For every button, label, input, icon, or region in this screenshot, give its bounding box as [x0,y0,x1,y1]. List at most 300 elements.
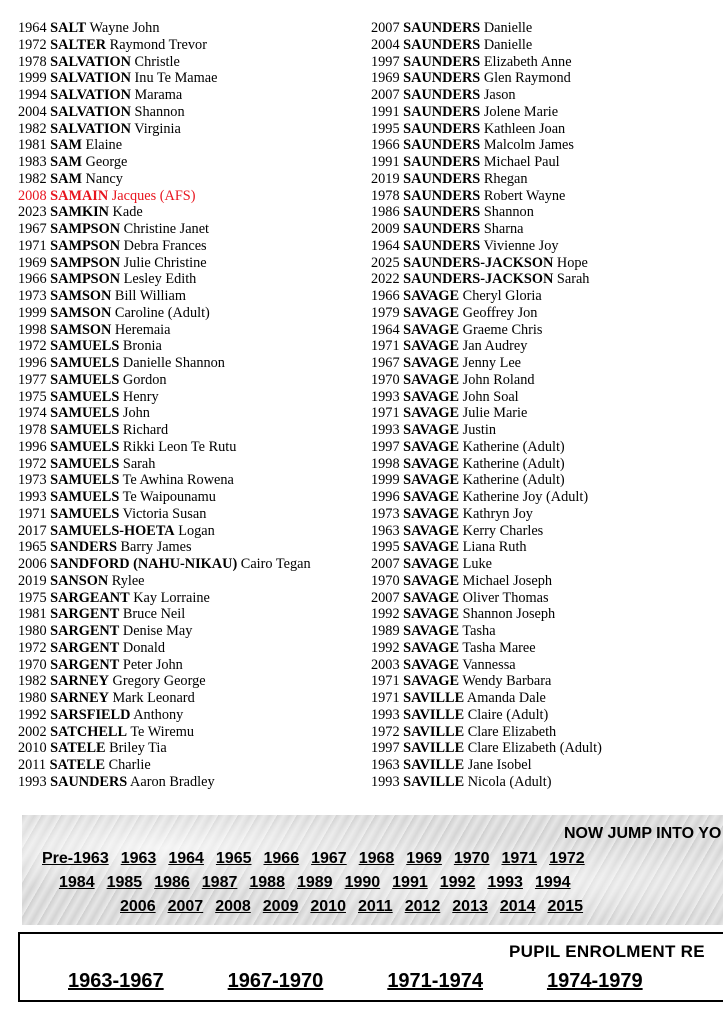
entry-year: 1973 [371,505,400,522]
entry-year: 1964 [18,20,47,36]
roll-entry [18,623,311,640]
entry-given-names: Nicola (Adult) [467,773,552,790]
entry-given-names: Katherine (Adult) [462,438,565,455]
entry-year: 1964 [371,321,400,338]
entry-given-names: Sharna [483,221,524,237]
entry-surname: SALVATION [50,53,131,70]
entry-year: 2007 [371,87,400,103]
entry-surname: SAUNDERS [403,103,481,120]
entry-given-names: Malcolm James [483,137,574,154]
enrolment-panel-title: PUPIL ENROLMENT RE [509,942,705,961]
year-link[interactable]: 1988 [249,874,285,891]
entry-year: 1972 [18,639,47,656]
entry-given-names: Elaine [85,137,123,154]
roll-entry [371,757,602,774]
entry-year: 1999 [371,472,400,489]
entry-given-names: Michael Joseph [462,572,552,589]
roll-entry [371,271,602,288]
entry-year: 2007 [371,556,400,572]
entry-given-names: Gordon [122,371,167,388]
entry-surname: SAVAGE [403,489,460,505]
entry-year: 1999 [18,70,47,87]
entry-given-names: Nancy [85,170,123,187]
entry-given-names: Danielle [483,36,533,53]
entry-given-names: Victoria Susan [122,505,207,522]
entry-given-names: Shannon [483,204,534,221]
year-link[interactable]: 1986 [154,874,190,891]
entry-year: 1983 [18,154,47,170]
entry-given-names: Clare Elizabeth [467,723,557,740]
roll-entry [18,204,311,221]
roll-entry [18,657,311,674]
entry-surname: SAUNDERS [403,187,481,204]
entry-year: 1997 [371,740,400,757]
entry-year: 2019 [371,170,400,187]
entry-year: 1992 [371,639,400,656]
entry-surname: SAMPSON [50,221,121,237]
year-link[interactable]: 1970 [453,850,490,867]
roll-entry [371,456,602,473]
roll-entry [18,355,311,372]
entry-year: 1993 [371,388,400,405]
entry-given-names: Oliver Thomas [462,589,549,606]
entry-given-names: Katherine Joy (Adult) [462,489,589,505]
entry-year: 1972 [18,338,47,355]
entry-given-names: Te Waipounamu [122,489,216,505]
roll-entry [18,137,311,154]
entry-year: 1963 [371,757,400,773]
entry-surname: SALVATION [50,120,131,137]
year-link[interactable]: 1965 [215,850,252,867]
roll-entry [18,590,311,607]
entry-year: 1971 [371,405,400,422]
entry-surname: SAUNDERS [403,20,481,36]
roll-entry [18,439,311,456]
year-link[interactable]: 1985 [106,874,143,891]
entry-year: 1963 [371,522,400,539]
entry-surname: SAUNDERS-JACKSON [403,271,554,288]
entry-year: 1974 [18,405,47,422]
entry-year: 1993 [371,422,400,438]
entry-year: 1971 [371,690,400,706]
entry-given-names: Gregory George [112,673,206,690]
year-link[interactable]: 1984 [59,874,95,891]
entry-given-names: Shannon Joseph [462,606,556,623]
entry-surname: SAMSON [50,288,112,304]
entry-surname: SAMUELS [50,371,120,388]
entry-surname: SAVAGE [403,422,460,438]
year-link[interactable]: 1963 [120,850,157,867]
roll-entry [371,389,602,406]
roll-entry [371,774,602,791]
roll-entry [371,405,602,422]
entry-surname: SAMUELS [50,505,120,522]
entry-surname: SAVILLE [403,773,465,790]
entry-year: 1969 [18,254,47,271]
entry-surname: SAUNDERS [403,70,481,87]
entry-surname: SAVAGE [403,556,460,572]
entry-surname: SAMPSON [50,237,121,254]
entry-year: 2007 [371,589,400,606]
entry-year: 1994 [18,87,47,103]
entry-given-names: Elizabeth Anne [483,53,572,70]
roll-entry [18,573,311,590]
entry-surname: SARNEY [50,690,109,706]
entry-given-names: Kathleen Joan [483,120,566,137]
roll-entry [371,472,602,489]
year-link[interactable]: 1994 [534,874,571,891]
roll-entry [371,204,602,221]
year-link[interactable]: 1991 [392,874,428,891]
roll-entry [371,54,602,71]
entry-year: 1995 [371,120,400,137]
entry-surname: SAVAGE [403,455,460,472]
year-link[interactable]: 2011 [357,898,393,915]
year-link[interactable]: 2006 [120,898,156,915]
entry-given-names: Anthony [133,706,184,723]
entry-year: 1967 [371,355,400,371]
entry-surname: SAMSON [50,321,112,338]
entry-given-names: Glen Raymond [483,70,571,87]
roll-entry [371,137,602,154]
entry-year: 1971 [371,338,400,355]
entry-given-names: Lesley Edith [123,271,197,288]
entry-given-names: Barry James [120,539,192,556]
roll-entry [18,673,311,690]
roll-entry [18,255,311,272]
roll-entry [18,456,311,473]
roll-entry [371,439,602,456]
entry-year: 1982 [18,170,47,187]
entry-year: 1993 [18,773,47,790]
enrolment-period-link[interactable]: 1971-1974 [387,970,483,992]
roll-entry [371,489,602,506]
entry-surname: SAVAGE [403,355,460,371]
entry-given-names: Richard [122,422,169,438]
entry-surname: SALVATION [50,87,131,103]
roll-entry [18,338,311,355]
year-link[interactable]: 2007 [167,898,204,915]
entry-year: 1996 [371,489,400,505]
entry-given-names: Sarah [556,271,590,288]
jump-panel-title: NOW JUMP INTO YO [564,825,722,842]
year-links-row-2 [59,874,583,892]
roll-entry [371,640,602,657]
entry-given-names: Inu Te Mamae [134,70,218,87]
year-link[interactable]: 2008 [215,898,251,915]
roll-entry [371,372,602,389]
entry-given-names: Jenny Lee [462,355,522,371]
entry-year: 1999 [18,304,47,321]
enrolment-period-link[interactable]: 1967-1970 [227,970,324,992]
roll-entry [371,556,602,573]
entry-surname: SAVILLE [403,706,465,723]
entry-given-names: Luke [462,556,493,572]
enrolment-period-link[interactable]: 1974-1979 [546,970,643,992]
entry-year: 1982 [18,120,47,137]
entry-given-names: Mark Leonard [112,690,195,706]
year-link[interactable]: 1967 [311,850,347,867]
entry-surname: SAM [50,137,82,154]
entry-year: 1993 [371,773,400,790]
entry-year: 1991 [371,103,400,120]
roll-entry [371,422,602,439]
entry-year: 2003 [371,656,400,673]
entry-given-names: Hope [556,254,588,271]
roll-entry [18,54,311,71]
entry-given-names: Te Wiremu [130,723,194,740]
roll-entry [371,288,602,305]
roll-entry [371,740,602,757]
enrolment-register-panel [18,932,723,1002]
entry-surname: SANDFORD (NAHU-NIKAU) [50,556,238,572]
roll-entry [18,489,311,506]
year-link[interactable]: 1964 [168,850,204,867]
entry-year: 1972 [371,723,400,740]
entry-surname: SAMSON [50,304,112,321]
entry-year: 2022 [371,271,400,288]
entry-given-names: Denise May [122,623,193,639]
entry-year: 1966 [371,288,400,304]
entry-year: 1966 [18,271,47,288]
year-links-row-1 [42,850,597,868]
year-link[interactable]: Pre-1963 [42,850,109,867]
entry-surname: SAVAGE [403,405,460,422]
entry-year: 1989 [371,623,400,639]
roll-entry [18,405,311,422]
entry-surname: SAVAGE [403,304,460,321]
entry-surname: SAMPSON [50,271,121,288]
entry-year: 1991 [371,154,400,170]
entry-surname: SANSON [50,572,109,589]
entry-year: 1978 [18,422,47,438]
year-link[interactable]: 2014 [499,898,536,915]
year-link[interactable]: 1971 [501,850,538,867]
entry-surname: SAVAGE [403,371,460,388]
entry-year: 1993 [371,706,400,723]
entry-year: 1986 [371,204,400,221]
roll-entry [371,305,602,322]
entry-given-names: Danielle Shannon [122,355,225,371]
entry-year: 1978 [371,187,400,204]
year-link[interactable]: 1989 [296,874,333,891]
year-link[interactable]: 1987 [201,874,238,891]
roll-entry [371,539,602,556]
roll-entry [371,506,602,523]
entry-given-names: Bill William [114,288,186,304]
entry-surname: SAVAGE [403,639,460,656]
entry-surname: SARGENT [50,606,120,623]
roll-entry [371,623,602,640]
roll-entry [18,606,311,623]
entry-given-names: John Soal [462,388,519,405]
entry-year: 1979 [371,304,400,321]
entry-given-names: Heremaia [114,321,171,338]
roll-entry [18,506,311,523]
entry-given-names: Danielle [483,20,533,36]
enrolment-period-link[interactable]: 1963-1967 [68,970,164,992]
entry-surname: SAMKIN [50,204,109,221]
year-link[interactable]: 1993 [487,874,523,891]
entry-given-names: Katherine (Adult) [462,472,565,489]
entry-surname: SAVILLE [403,740,465,757]
entry-given-names: Kade [112,204,143,221]
entry-given-names: Rikki Leon Te Rutu [122,438,237,455]
roll-entry [371,104,602,121]
entry-given-names: Cairo Tegan [240,556,311,572]
entry-surname: SAMPSON [50,254,121,271]
roll-entry [18,724,311,741]
roll-entry [371,338,602,355]
entry-year: 2023 [18,204,47,221]
entry-given-names: Graeme Chris [462,321,543,338]
entry-given-names: Shannon [134,103,185,120]
entry-given-names: Justin [462,422,497,438]
entry-given-names: Te Awhina Rowena [122,472,234,489]
entry-surname: SAMUELS [50,422,120,438]
entry-given-names: Claire (Adult) [467,706,549,723]
entry-year: 1980 [18,690,47,706]
entry-year: 1972 [18,36,47,53]
entry-year: 1981 [18,606,47,623]
year-link[interactable]: 2010 [310,898,346,915]
entry-year: 1981 [18,137,47,154]
entry-given-names: Tasha Maree [462,639,536,656]
entry-year: 1980 [18,623,47,639]
roll-entry [18,20,311,37]
entry-surname: SAUNDERS-JACKSON [403,254,554,271]
year-link[interactable]: 2009 [262,898,299,915]
entry-surname: SAUNDERS [403,53,481,70]
entry-given-names: Jan Audrey [462,338,528,355]
entry-surname: SAVAGE [403,623,460,639]
entry-surname: SAMUELS [50,489,120,505]
entry-year: 1969 [371,70,400,87]
entry-given-names: Bronia [122,338,162,355]
year-link[interactable]: 2015 [547,898,584,915]
year-link[interactable]: 1969 [406,850,442,867]
entry-surname: SAVILLE [403,723,465,740]
year-link[interactable]: 1972 [549,850,585,867]
entry-surname: SAUNDERS [403,36,481,53]
roll-entry [371,590,602,607]
roll-entry [371,87,602,104]
entry-surname: SAMUELS [50,472,120,489]
entry-given-names: Sarah [122,455,156,472]
entry-given-names: Jane Isobel [467,757,532,773]
roll-entry [18,221,311,238]
entry-surname: SAVILLE [403,757,465,773]
entry-given-names: George [85,154,128,170]
entry-surname: SATELE [50,740,106,757]
entry-given-names: Jacques (AFS) [111,187,196,204]
year-link[interactable]: 1992 [439,874,476,891]
year-link[interactable]: 1968 [358,850,395,867]
entry-year: 1972 [18,455,47,472]
entry-year: 2006 [18,556,47,572]
entry-year: 2019 [18,572,47,589]
roll-entry [18,37,311,54]
roll-list-right [371,20,602,791]
entry-given-names: Clare Elizabeth (Adult) [467,740,602,757]
entry-surname: SAUNDERS [403,170,481,187]
entry-year: 2007 [371,20,400,36]
year-link[interactable]: 1990 [344,874,381,891]
roll-entry [18,70,311,87]
entry-year: 1998 [18,321,47,338]
entry-year: 2004 [371,36,400,53]
roll-entry [371,188,602,205]
entry-given-names: Kay Lorraine [133,589,210,606]
entry-surname: SAVAGE [403,539,460,556]
year-link[interactable]: 2013 [452,898,488,915]
entry-surname: SATELE [49,757,106,773]
entry-year: 2002 [18,723,47,740]
entry-given-names: Geoffrey Jon [462,304,538,321]
roll-entry [371,255,602,272]
entry-surname: SARGENT [50,656,120,673]
entry-year: 1995 [371,539,400,556]
entry-given-names: Logan [178,522,215,539]
entry-surname: SAMUELS [50,438,120,455]
roll-entry [18,740,311,757]
roll-entry [18,372,311,389]
entry-given-names: Henry [122,388,159,405]
entry-surname: SALT [50,20,87,36]
entry-surname: SAUNDERS [403,154,481,170]
entry-surname: SAVAGE [403,338,460,355]
roll-entry [371,37,602,54]
roll-entry [371,322,602,339]
entry-surname: SALVATION [50,70,131,87]
entry-given-names: Katherine (Adult) [462,455,565,472]
roll-entry [18,322,311,339]
roll-entry [371,70,602,87]
roll-entry [18,87,311,104]
entry-year: 2025 [371,254,400,271]
entry-given-names: Cheryl Gloria [462,288,542,304]
entry-given-names: Briley Tia [109,740,167,757]
entry-surname: SARSFIELD [50,706,131,723]
roll-entry [371,606,602,623]
entry-year: 1964 [371,237,400,254]
entry-given-names: Wendy Barbara [462,673,552,690]
entry-surname: SAVILLE [403,690,465,706]
entry-surname: SAVAGE [403,472,460,489]
entry-surname: SALVATION [50,103,131,120]
entry-given-names: Julie Christine [123,254,207,271]
entry-given-names: Kerry Charles [462,522,544,539]
roll-entry [18,707,311,724]
roll-list-left [18,20,311,791]
entry-year: 2011 [18,757,47,773]
entry-given-names: Debra Frances [123,237,207,254]
entry-given-names: Marama [134,87,183,103]
entry-year: 1998 [371,455,400,472]
roll-entry [371,673,602,690]
roll-entry [18,305,311,322]
entry-given-names: Vivienne Joy [483,237,559,254]
year-link[interactable]: 1966 [263,850,300,867]
roll-entry [371,121,602,138]
entry-year: 1975 [18,388,47,405]
roll-entry [18,539,311,556]
entry-year: 1996 [18,438,47,455]
entry-year: 2009 [371,221,400,237]
entry-given-names: Tasha [462,623,496,639]
entry-given-names: Liana Ruth [462,539,527,556]
year-link[interactable]: 2012 [404,898,441,915]
